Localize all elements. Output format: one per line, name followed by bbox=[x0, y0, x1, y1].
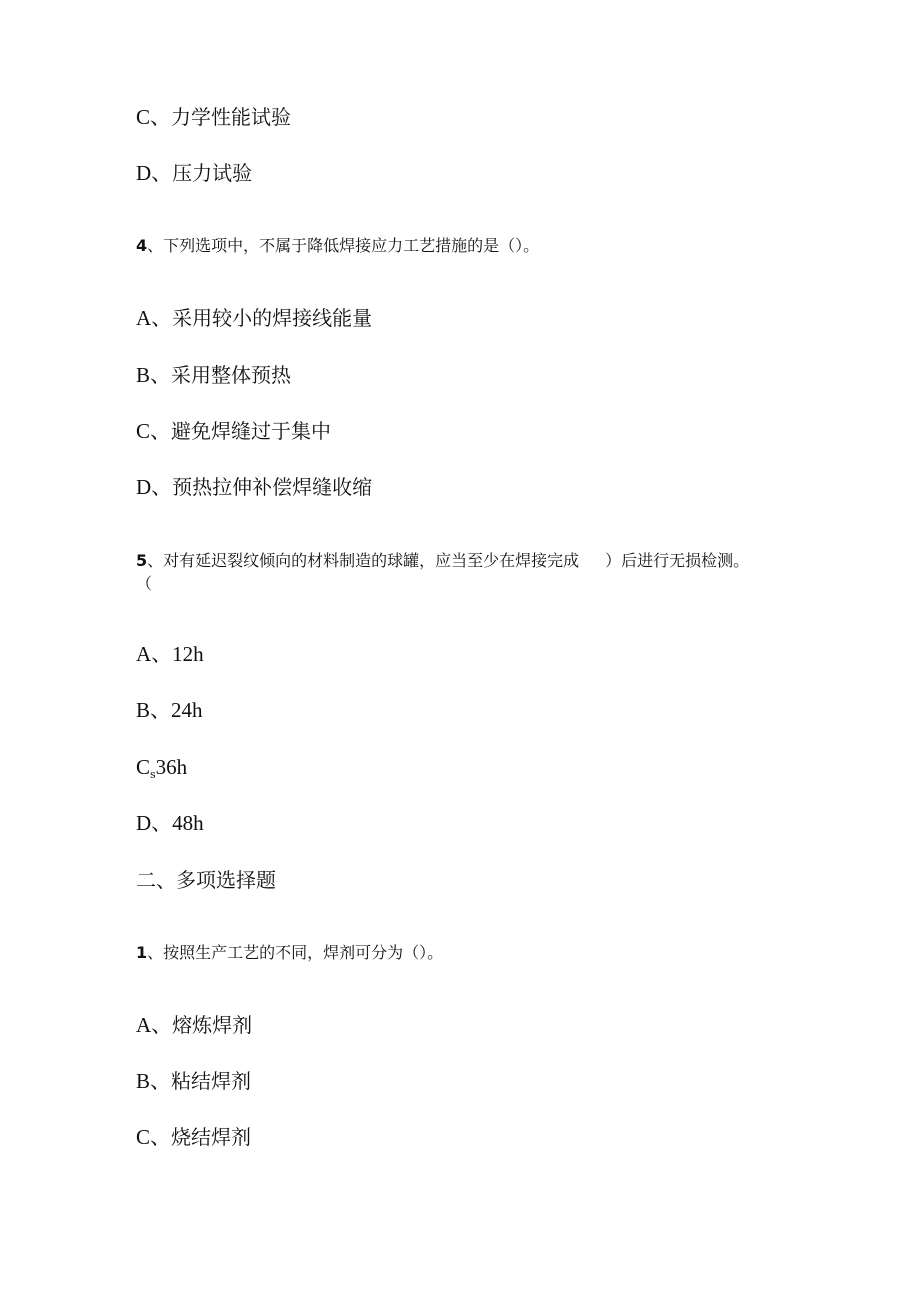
option-4b bbox=[136, 363, 291, 388]
option-letter: B、 bbox=[136, 698, 172, 722]
option-5d bbox=[136, 811, 204, 836]
option-text: 24h bbox=[171, 698, 203, 722]
option-letter: A、 bbox=[136, 1013, 173, 1037]
section-heading: 二、多项选择题 bbox=[136, 868, 276, 892]
option-letter: D、 bbox=[136, 161, 173, 185]
question-text: 、下列选项中，不属于降低焊接应力工艺措施的是（）。 bbox=[147, 236, 540, 255]
option-text: 12h bbox=[172, 642, 204, 666]
option-letter: C bbox=[136, 755, 151, 779]
option-text: 烧结焊剂 bbox=[171, 1125, 252, 1149]
option-text: 熔炼焊剂 bbox=[172, 1013, 253, 1037]
option-letter-subscript: s bbox=[150, 768, 156, 781]
option-text: 预热拉伸补偿焊缝收缩 bbox=[172, 475, 373, 499]
option-letter: C、 bbox=[136, 419, 172, 443]
paren-open: （ bbox=[136, 574, 153, 593]
option-text: 采用较小的焊接线能量 bbox=[172, 306, 373, 330]
question-5-paren bbox=[136, 574, 152, 593]
option-4d bbox=[136, 475, 372, 500]
option-3c bbox=[136, 105, 291, 130]
option-letter: A、 bbox=[136, 642, 173, 666]
question-number: 1 bbox=[136, 943, 148, 962]
option-m1a bbox=[136, 1013, 252, 1038]
option-letter: B、 bbox=[136, 363, 172, 387]
option-m1b bbox=[136, 1069, 251, 1094]
question-5 bbox=[136, 551, 749, 570]
option-text: 48h bbox=[172, 811, 204, 835]
option-letter: A、 bbox=[136, 306, 173, 330]
option-5b bbox=[136, 698, 203, 723]
option-4a bbox=[136, 306, 372, 331]
option-4c bbox=[136, 419, 331, 444]
option-text: 力学性能试验 bbox=[171, 105, 292, 129]
option-text: 粘结焊剂 bbox=[171, 1069, 252, 1093]
question-number: 5 bbox=[136, 551, 148, 570]
question-text-tail: ）后进行无损检测。 bbox=[605, 551, 750, 570]
option-5a bbox=[136, 642, 204, 667]
question-4 bbox=[136, 236, 539, 255]
option-text: 36h bbox=[155, 755, 188, 779]
question-m1 bbox=[136, 943, 443, 962]
option-letter: C、 bbox=[136, 105, 172, 129]
option-letter: B、 bbox=[136, 1069, 172, 1093]
question-text: 、按照生产工艺的不同，焊剂可分为（）。 bbox=[147, 943, 444, 962]
option-letter: D、 bbox=[136, 811, 173, 835]
option-text: 压力试验 bbox=[172, 161, 253, 185]
question-text: 、对有延迟裂纹倾向的材料制造的球罐，应当至少在焊接完成 bbox=[147, 551, 580, 570]
option-3d bbox=[136, 161, 252, 186]
option-m1c bbox=[136, 1125, 251, 1150]
option-letter: D、 bbox=[136, 475, 173, 499]
option-text: 采用整体预热 bbox=[171, 363, 292, 387]
option-5c bbox=[136, 755, 187, 781]
option-text: 避免焊缝过于集中 bbox=[171, 419, 332, 443]
option-letter: C、 bbox=[136, 1125, 172, 1149]
question-number: 4 bbox=[136, 236, 148, 255]
